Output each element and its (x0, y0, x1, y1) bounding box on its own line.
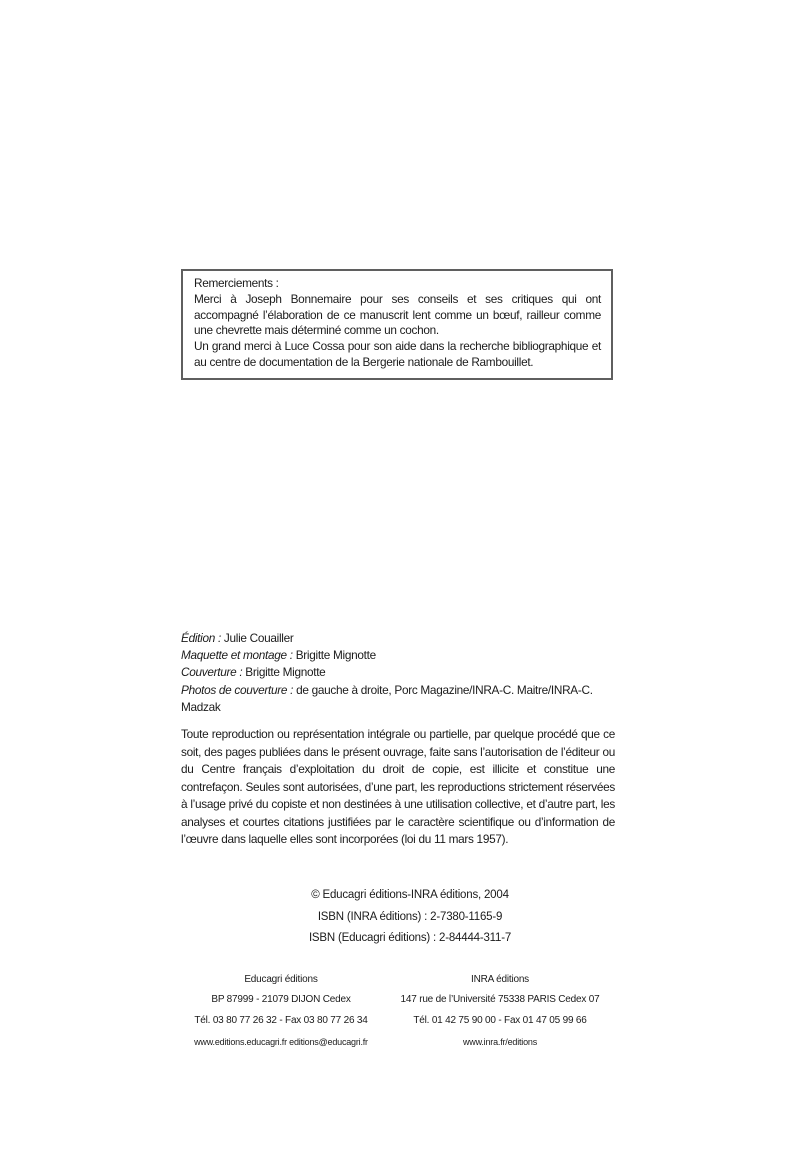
credit-label-edition: Édition : (181, 631, 221, 645)
credit-value-photos: de gauche à droite, Porc Magazine/INRA-C. Maitre/INRA-C. Madzak (181, 682, 593, 714)
publisher-educagri-web: www.editions.educagri.fr editions@educagri.fr (194, 1037, 368, 1047)
publisher-inra-name: INRA éditions (471, 974, 529, 985)
credit-value-edition: Julie Couailler (223, 631, 294, 645)
acknowledgements-paragraph-1: Merci à Joseph Bonnemaire pour ses conseils et ses critiques qui ont accompagné l’élaboration de ce manuscrit lent comme un bœuf, railleur comme une chevrette mais déterminé comme un cochon. (194, 291, 601, 338)
copyright-block (193, 885, 627, 950)
isbn-inra: ISBN (INRA éditions) : 2-7380-1165-9 (317, 910, 503, 923)
publisher-inra-address: 147 rue de l’Université 75338 PARIS Cedex 07 (400, 994, 600, 1005)
credit-value-couverture: Brigitte Mignotte (245, 665, 326, 680)
credits-block (181, 630, 617, 716)
publisher-educagri-name: Educagri éditions (244, 974, 318, 985)
isbn-educagri: ISBN (Educagri éditions) : 2-84444-311-7 (308, 932, 512, 944)
credit-label-couverture: Couverture : (181, 665, 243, 680)
acknowledgements-heading: Remerciements : (194, 276, 279, 290)
publisher-educagri-phone: Tél. 03 80 77 26 32 - Fax 03 80 77 26 34 (194, 1015, 368, 1026)
publisher-inra-phone: Tél. 01 42 75 90 00 - Fax 01 47 05 99 66 (413, 1015, 587, 1026)
credit-row-photos (181, 682, 617, 716)
credit-row-maquette (181, 647, 617, 664)
credit-label-photos: Photos de couverture : (181, 682, 294, 697)
credit-label-maquette: Maquette et montage : (181, 648, 293, 663)
acknowledgements-box (181, 269, 613, 380)
publisher-educagri-address: BP 87999 - 21079 DIJON Cedex (211, 994, 351, 1005)
publisher-inra (385, 973, 615, 1048)
publishers-block (181, 966, 615, 1048)
acknowledgements-paragraph-2: Un grand merci à Luce Cossa pour son aide dans la recherche bibliographique et au centre de documentation de la Bergerie nationale de Rambouillet. (194, 339, 601, 369)
copyright-line: © Educagri éditions-INRA éditions, 2004 (311, 889, 509, 901)
publisher-educagri (181, 973, 381, 1048)
credit-value-maquette: Brigitte Mignotte (295, 648, 376, 663)
credit-row-couverture (181, 664, 617, 681)
legal-notice: Toute reproduction ou représentation intégrale ou partielle, par quelque procédé que ce soit, des pages publiées dans le présent ouvrage, faite sans l’autorisation de l’éditeur ou du Centre français d’exploitation du droit de copie, est illicite et constitue une contrefaçon. Seules sont autorisées, d’une part, les reproductions strictement réservées à l’usage privé du copiste et non destinées à une utilisation collective, et d’autre part, les analyses et courtes citations justifiées par le caractère scientifique ou d’information de l’œuvre dans laquelle elles sont incorporées (loi du 11 mars 1957). (181, 727, 615, 846)
publisher-inra-web: www.inra.fr/editions (462, 1037, 538, 1047)
credit-row-edition (181, 630, 617, 647)
